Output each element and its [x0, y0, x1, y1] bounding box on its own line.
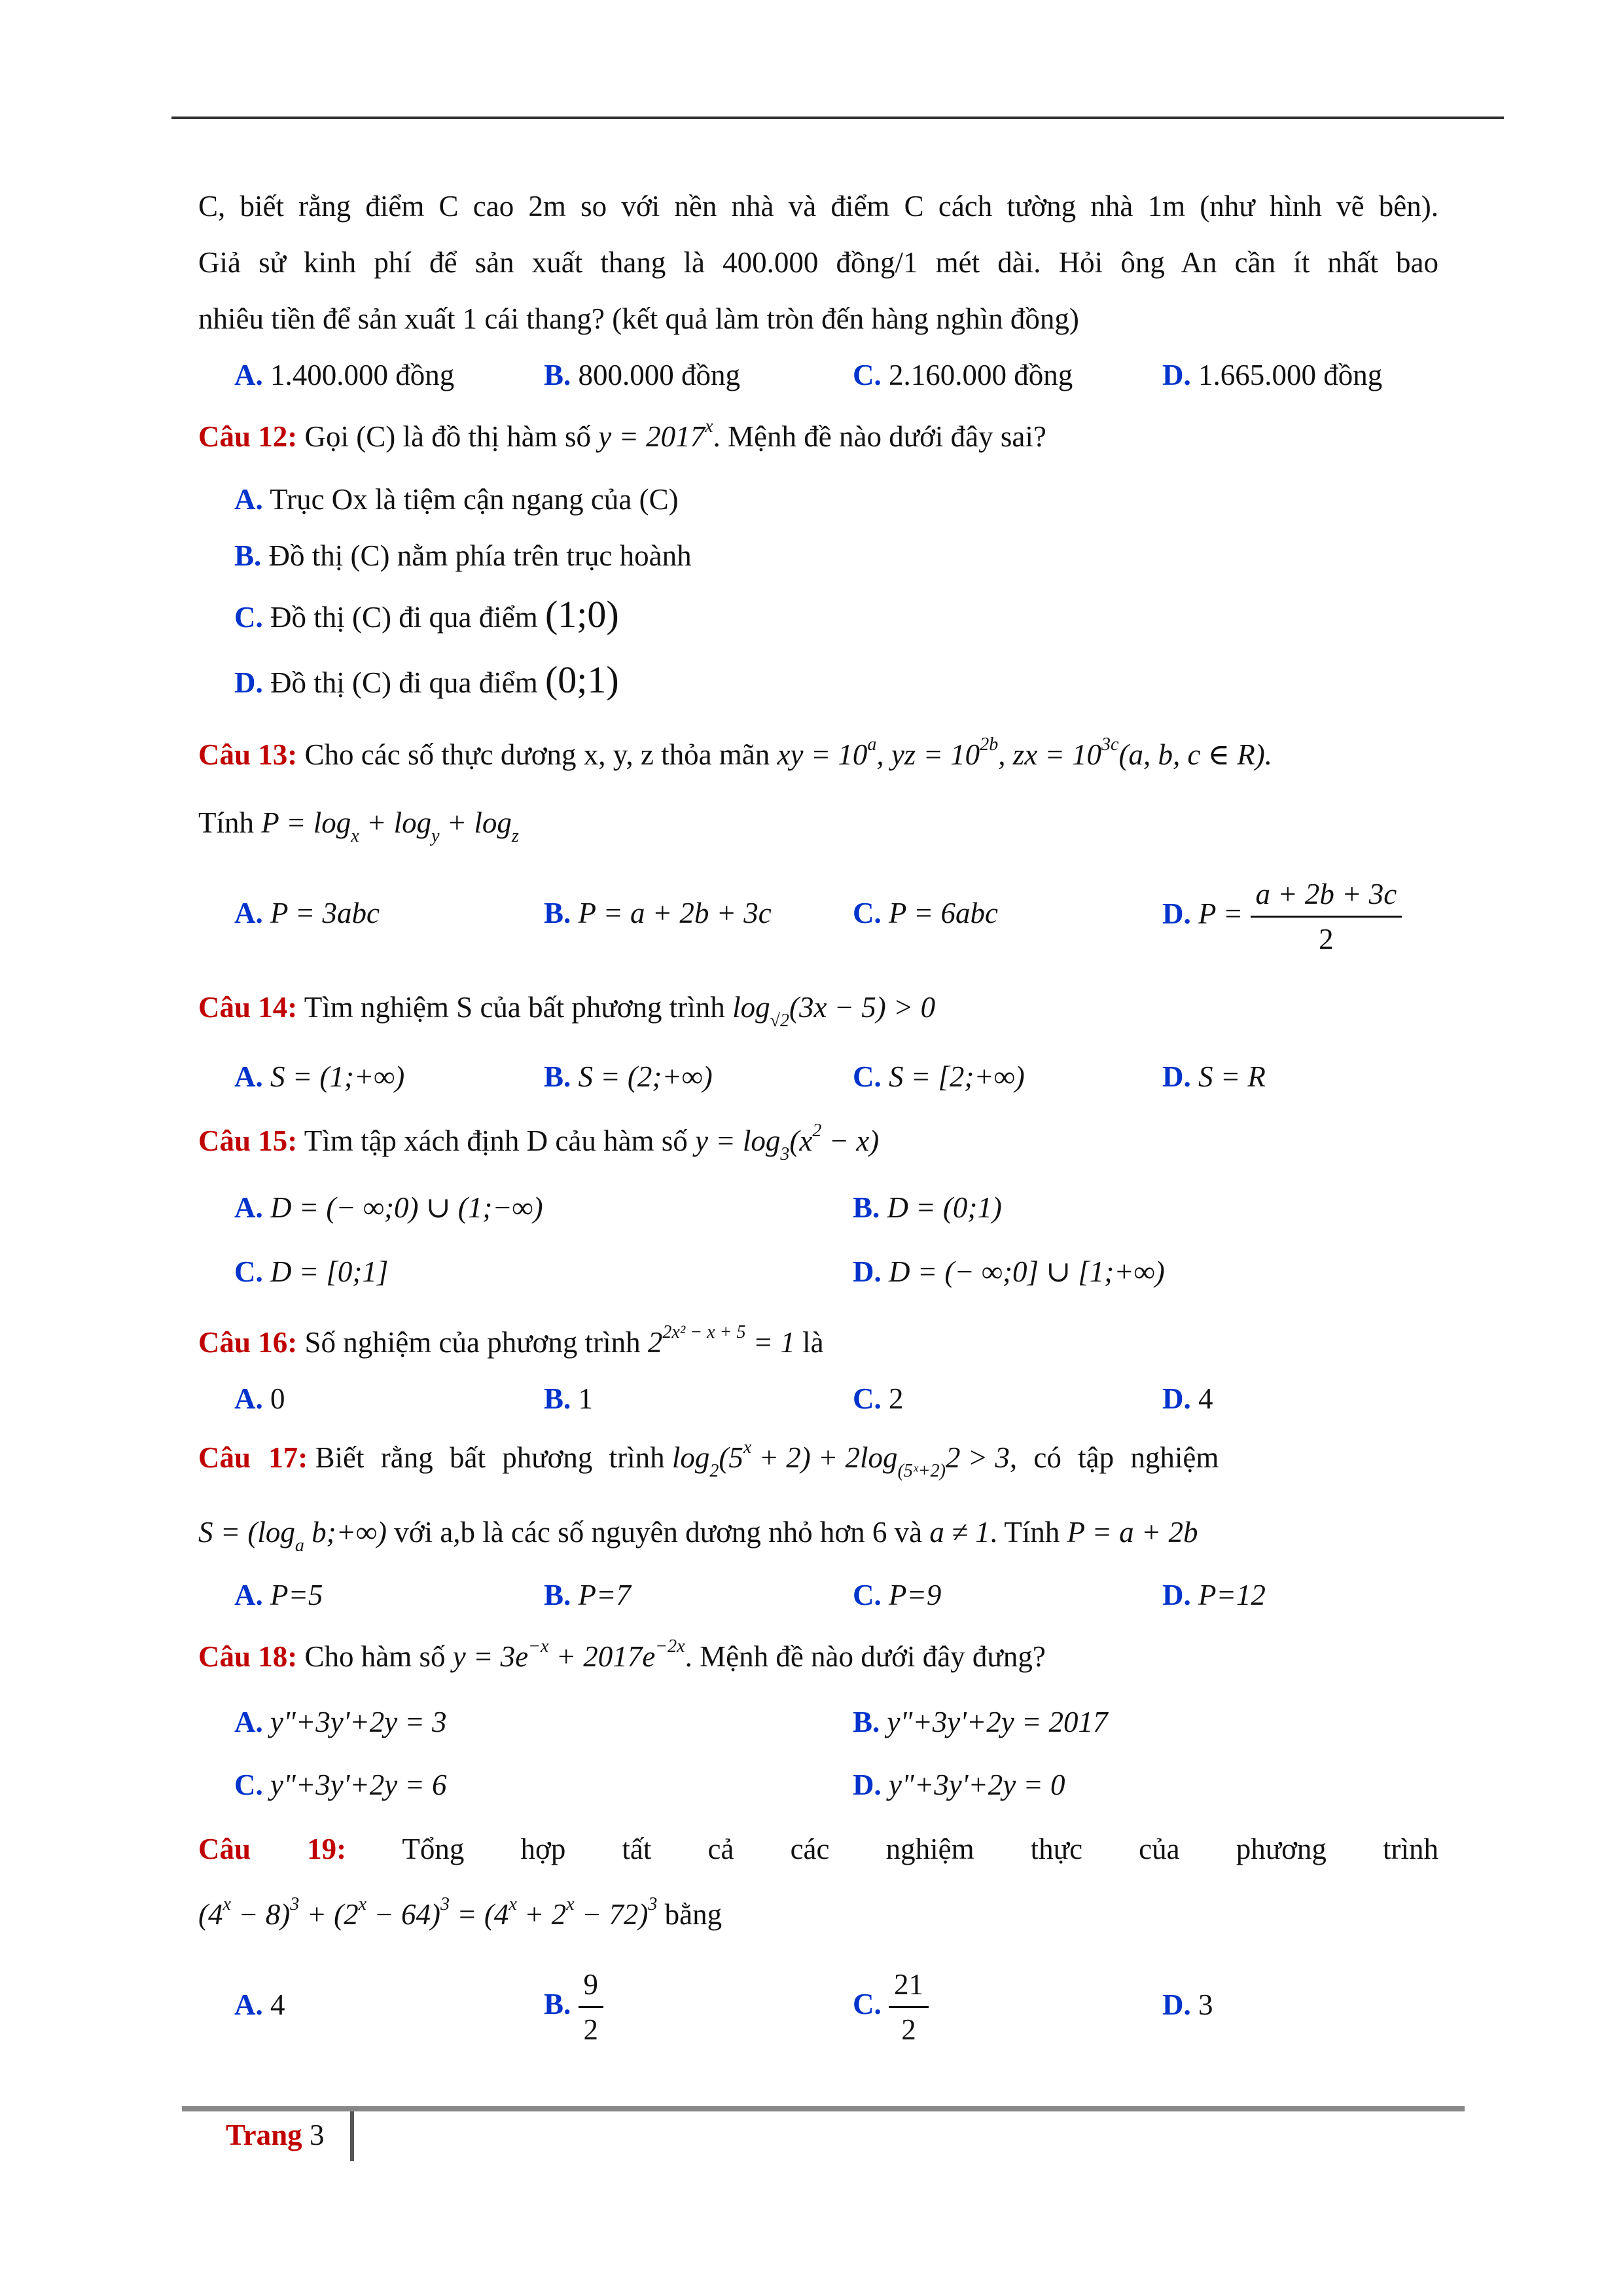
q15-label: Câu 15:	[198, 1124, 298, 1157]
q11-option-c[interactable]: C. 2.160.000 đồng	[853, 359, 1073, 391]
q12-stem: Câu 12: Gọi (C) là đồ thị hàm số $y = 2017^x$. Mệnh đề nào dưới đây sai?	[198, 416, 1046, 453]
q11-options	[198, 355, 1438, 395]
q12-option-c[interactable]: C. Đồ thị (C) đi qua điểm (1;0)	[234, 593, 619, 636]
header-rule	[171, 117, 1504, 119]
q19-option-b[interactable]: B. $\frac{9}{2}$	[544, 1963, 603, 2051]
q14-options	[198, 1057, 1438, 1096]
q14-option-a[interactable]: A. S = (1;+∞)	[234, 1060, 405, 1093]
page-number: 3	[309, 2119, 325, 2151]
q12-label: Câu 12:	[198, 420, 298, 453]
q15-options-row2	[198, 1252, 1438, 1291]
q18-label: Câu 18:	[198, 1640, 298, 1673]
q19-label: Câu 19:	[198, 1833, 347, 1865]
q18-option-c[interactable]: C. y"+3y'+2y = 6	[234, 1768, 447, 1801]
q15-stem: Câu 15: Tìm tập xách định D cảu hàm số $y = \log_3(x^2 - x)$	[198, 1121, 880, 1164]
q14-option-d[interactable]: D. S = R	[1162, 1060, 1266, 1093]
page-footer	[226, 2115, 324, 2155]
footer-rule	[182, 2106, 1465, 2111]
intro-line-1: C, biết rằng điểm C cao 2m so với nền nhà và điểm C cách tường nhà 1m (như hình vẽ bên).	[198, 190, 1438, 223]
q19-stem: Câu 19: Tổng hợp tất cả các nghiệm thực của phương trình	[198, 1833, 1438, 1865]
q14-stem: Câu 14: Tìm nghiệm S của bất phương trình $\log_{√2}(3x - 5) > 0$	[198, 991, 936, 1031]
q19-option-c[interactable]: C. $\frac{21}{2}$	[853, 1963, 929, 2051]
q18-options-row1	[198, 1702, 1438, 1742]
q14-option-b[interactable]: B. S = (2;+∞)	[544, 1060, 713, 1093]
q18-option-b[interactable]: B. y"+3y'+2y = 2017	[853, 1706, 1108, 1738]
q19-options	[198, 1967, 1438, 2045]
q18-option-a[interactable]: A. y"+3y'+2y = 3	[234, 1706, 447, 1738]
q19-stem-line2: $(4^x - 8)^3 + (2^x - 64)^3 = (4^x + 2^x - 72)^3$ bằng	[198, 1894, 722, 1931]
q11-option-a[interactable]: A. 1.400.000 đồng	[234, 359, 455, 391]
q13-option-a[interactable]: A. P = 3abc	[234, 897, 380, 929]
q13-stem: Câu 13: Cho các số thực dương x, y, z thỏa mãn xy = $10^a$, yz = $10^{2b}$, zx = $10^{3c}(a$, b, c ∈ R).	[198, 734, 1272, 771]
q15-option-a[interactable]: A. D = (− ∞;0) ∪ (1;−∞)	[234, 1191, 543, 1224]
q14-label: Câu 14:	[198, 991, 298, 1024]
q16-option-c[interactable]: C. 2	[853, 1382, 904, 1415]
q15-options-row1	[198, 1188, 1438, 1227]
q14-option-c[interactable]: C. S = [2;+∞)	[853, 1060, 1025, 1093]
q16-option-b[interactable]: B. 1	[544, 1382, 594, 1415]
q17-stem: Câu 17: Biết rằng bất phương trình $\log_2(5^x + 2) + 2\log_{(5ˣ+2)}2 > 3$, có tập nghiệm	[198, 1437, 1219, 1481]
q13-stem-line2: Tính $P = \log_x + \log_y + \log_z$	[198, 806, 519, 846]
q11-option-b[interactable]: B. 800.000 đồng	[544, 359, 741, 391]
q12-option-d[interactable]: D. Đồ thị (C) đi qua điểm (0;1)	[234, 658, 619, 701]
q15-option-b[interactable]: B. D = (0;1)	[853, 1191, 1002, 1224]
q15-option-d[interactable]: D. D = (− ∞;0] ∪ [1;+∞)	[853, 1255, 1165, 1288]
q18-option-d[interactable]: D. y"+3y'+2y = 0	[853, 1768, 1065, 1801]
q16-label: Câu 16:	[198, 1326, 298, 1359]
q11-option-d[interactable]: D. 1.665.000 đồng	[1162, 359, 1383, 391]
q16-options	[198, 1379, 1438, 1418]
q13-option-b[interactable]: B. P = a + 2b + 3c	[544, 897, 772, 929]
intro-line-2: Giả sử kinh phí để sản xuất thang là 400.000 đồng/1 mét dài. Hỏi ông An cần ít nhất bao	[198, 246, 1438, 279]
q13-options	[198, 878, 1438, 956]
footer-divider	[350, 2111, 354, 2161]
q13-label: Câu 13:	[198, 738, 298, 771]
q17-option-b[interactable]: B. P=7	[544, 1579, 631, 1611]
q12-formula: $y = 2017^x$	[598, 416, 713, 453]
intro-line-3: nhiêu tiền để sản xuất 1 cái thang? (kết quả làm tròn đến hàng nghìn đồng)	[198, 302, 1079, 335]
q17-option-c[interactable]: C. P=9	[853, 1579, 942, 1611]
q15-option-c[interactable]: C. D = [0;1]	[234, 1255, 389, 1288]
q16-option-d[interactable]: D. 4	[1162, 1382, 1213, 1415]
q19-option-d[interactable]: D. 3	[1162, 1988, 1213, 2021]
q13-option-c[interactable]: C. P = 6abc	[853, 897, 999, 929]
q12-option-b[interactable]: B. Đồ thị (C) nằm phía trên trục hoành	[234, 539, 692, 572]
q17-option-d[interactable]: D. P=12	[1162, 1579, 1266, 1611]
q17-options	[198, 1575, 1438, 1615]
q16-option-a[interactable]: A. 0	[234, 1382, 285, 1415]
q18-options-row2	[198, 1765, 1438, 1804]
q19-option-a[interactable]: A. 4	[234, 1988, 285, 2021]
q17-stem-line2: $S = (\log_a$ b;+∞) với a,b là các số nguyên dương nhỏ hơn 6 và a ≠ 1. Tính P = a + 2b	[198, 1516, 1198, 1556]
footer-label: Trang	[226, 2119, 302, 2151]
q18-stem: Câu 18: Cho hàm số $y = 3e^{-x} + 2017e^{-2x}$. Mệnh đề nào dưới đây đưng?	[198, 1636, 1046, 1673]
q17-option-a[interactable]: A. P=5	[234, 1579, 323, 1611]
q13-option-d[interactable]: D. P = $\frac{a + 2b + 3c}{2}$	[1162, 872, 1402, 961]
q17-label: Câu 17:	[198, 1441, 308, 1474]
q12-option-a[interactable]: A. Trục Ox là tiệm cận ngang của (C)	[234, 483, 679, 516]
q16-stem: Câu 16: Số nghiệm của phương trình $2^{2x^2 - x + 5} = 1$ là	[198, 1322, 824, 1359]
